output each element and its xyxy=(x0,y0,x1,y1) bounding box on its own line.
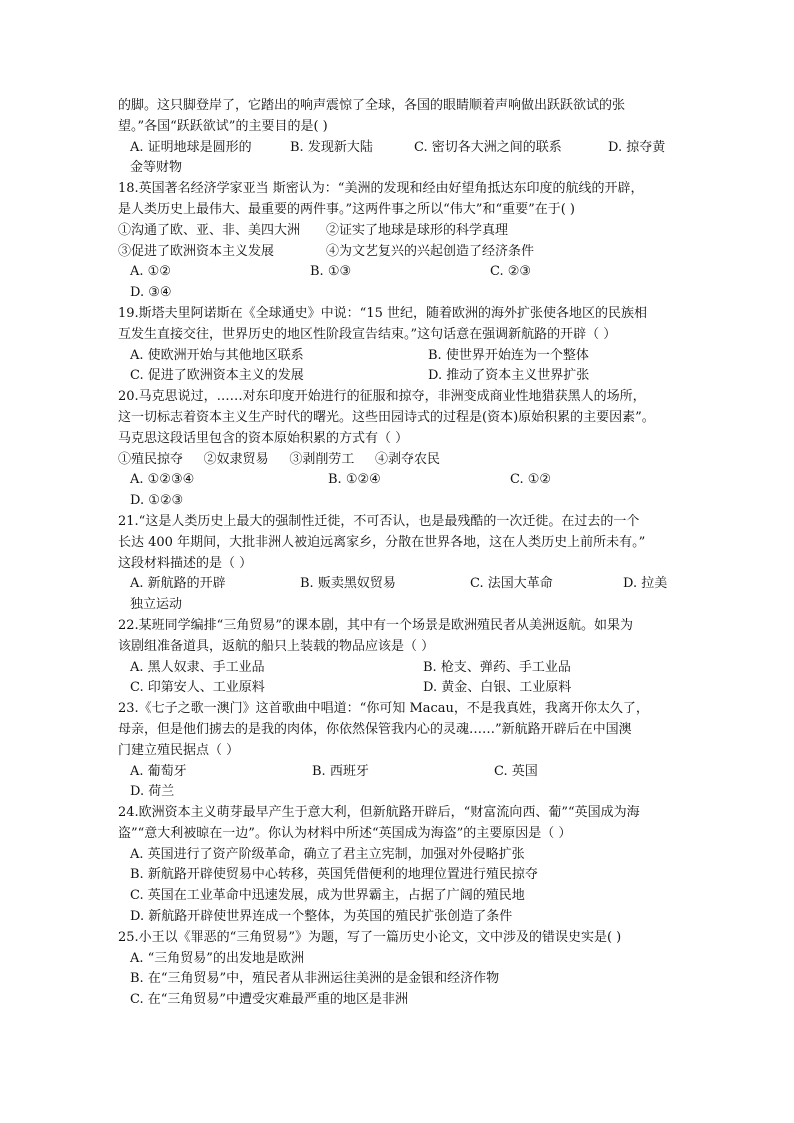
q20-stem-line-3: 马克思这段话里包含的资本原始积累的方式有（ ） xyxy=(118,430,409,446)
q23-option-b: B. 西班牙 xyxy=(312,763,369,779)
q18-option-c: C. ②③ xyxy=(490,264,532,280)
q18-option-a: A. ①② xyxy=(130,264,171,280)
q22-option-c: C. 印第安人、工业原料 xyxy=(130,680,265,696)
q23-option-d: D. 荷兰 xyxy=(130,784,175,800)
q17-option-c: C. 密切各大洲之间的联系 xyxy=(414,139,562,155)
q24-stem-line-1: 24.欧洲资本主义萌芽最早产生于意大利，但新航路开辟后，“财富流向西、葡”“英国成为海 xyxy=(118,805,640,821)
q20-options xyxy=(118,470,678,491)
q21-option-d-cont: 独立运动 xyxy=(130,597,183,613)
q25-option-c: C. 在“三角贸易”中遭受灾难最严重的地区是非洲 xyxy=(130,992,409,1008)
q18-item-4: ④为文艺复兴的兴起创造了经济条件 xyxy=(326,243,535,259)
q22-option-d: D. 黄金、白银、工业原料 xyxy=(423,680,572,696)
q25-option-a: A. “三角贸易”的出发地是欧洲 xyxy=(130,950,304,966)
q18-item-1: ①沟通了欧、亚、非、美四大洲 xyxy=(118,222,301,238)
q17-option-b: B. 发现新大陆 xyxy=(290,139,373,155)
q18-item-3: ③促进了欧洲资本主义发展 xyxy=(118,243,275,259)
q23-stem-line-1: 23.《七子之歌一澳门》这首歌曲中唱道：“你可知 Macau，不是我真姓，我离开你太久了， xyxy=(118,701,649,717)
q25-option-b: B. 在“三角贸易”中，殖民者从非洲运往美洲的是金银和经济作物 xyxy=(130,971,500,987)
q22-option-a: A. 黑人奴隶、手工业品 xyxy=(130,659,265,675)
q20-option-c: C. ①② xyxy=(510,472,552,488)
q23-option-c: C. 英国 xyxy=(494,763,538,779)
q23-stem-line-2: 母亲，但是他们掳去的是我的肉体，你依然保管我内心的灵魂……”新航路开辟后在中国澳 xyxy=(118,721,632,737)
q21-stem-line-2: 长达 400 年期间，大批非洲人被迫远离家乡，分散在世界各地，这在人类历史上前所未有。” xyxy=(118,534,646,550)
q18-options xyxy=(118,262,678,283)
q21-option-d: D. 拉美 xyxy=(623,576,668,592)
q19-options-row-2 xyxy=(118,366,678,387)
q23-option-a: A. 葡萄牙 xyxy=(130,763,187,779)
q17-options xyxy=(118,138,678,159)
q17-stem-line-2: 望。”各国“跃跃欲试”的主要目的是( ) xyxy=(118,118,328,134)
q18-stem-line-1: 18.英国著名经济学家亚当 斯密认为：“美洲的发现和经由好望角抵达东印度的航线的开辟， xyxy=(118,181,644,197)
q19-options-row-1 xyxy=(118,346,678,367)
q17-option-a: A. 证明地球是圆形的 xyxy=(130,139,252,155)
q23-options xyxy=(118,762,678,783)
q25-stem-line-1: 25.小王以《罪恶的“三角贸易”》为题，写了一篇历史小论文，文中涉及的错误史实是( ) xyxy=(118,929,622,945)
q18-option-b: B. ①③ xyxy=(310,264,352,280)
q18-item-2: ②证实了地球是球形的科学真理 xyxy=(326,222,509,238)
q22-stem-line-1: 22.某班同学编排“三角贸易”的课本剧，其中有一个场景是欧洲殖民者从美洲返航。如果为 xyxy=(118,617,633,633)
q18-option-d: D. ③④ xyxy=(130,285,172,301)
q20-option-b: B. ①②④ xyxy=(328,472,381,488)
q21-options xyxy=(118,574,678,595)
q19-option-c: C. 促进了欧洲资本主义的发展 xyxy=(130,368,304,384)
q24-option-c: C. 英国在工业革命中迅速发展，成为世界霸主，占据了广阔的殖民地 xyxy=(130,888,525,904)
q17-option-d: D. 掠夺黄 xyxy=(608,139,666,155)
q18-stem-line-2: 是人类历史上最伟大、最重要的两件事。”这两件事之所以“伟大”和“重要”在于( ) xyxy=(118,201,576,217)
exam-page xyxy=(118,96,678,1011)
q21-stem-line-1: 21.“这是人类历史上最大的强制性迁徙，不可否认，也是最残酷的一次迁徙。在过去的一个 xyxy=(118,513,640,529)
q17-stem-line-1: 的脚。这只脚登岸了，它踏出的响声震惊了全球，各国的眼睛顺着声响做出跃跃欲试的张 xyxy=(118,98,626,113)
q21-option-c: C. 法国大革命 xyxy=(470,576,553,592)
q20-stem-line-2: 这一切标志着资本主义生产时代的曙光。这些田园诗式的过程是(资本)原始积累的主要因素”。 xyxy=(118,409,655,425)
q22-options-row-2 xyxy=(118,678,678,699)
q19-stem-line-2: 互发生直接交往，世界历史的地区性阶段宣告结束。”这句话意在强调新航路的开辟（ ） xyxy=(118,326,617,342)
q24-option-b: B. 新航路开辟使贸易中心转移，英国凭借便利的地理位置进行殖民掠夺 xyxy=(130,867,538,883)
q23-stem-line-3: 门建立殖民据点（ ） xyxy=(118,742,240,758)
q20-items: ①殖民掠夺 ②奴隶贸易 ③剥削劳工 ④剥夺农民 xyxy=(118,451,440,467)
q24-stem-line-2: 盗”“意大利被晾在一边”。你认为材料中所述“英国成为海盗”的主要原因是（ ） xyxy=(118,825,572,841)
q24-option-a: A. 英国进行了资产阶级革命，确立了君主立宪制，加强对外侵略扩张 xyxy=(130,846,525,862)
q18-items-row-2 xyxy=(118,242,678,263)
q19-option-a: A. 使欧洲开始与其他地区联系 xyxy=(130,347,304,363)
q22-option-b: B. 枪支、弹药、手工业品 xyxy=(423,659,571,675)
q17-option-d-cont: 金等财物 xyxy=(130,160,183,176)
q19-option-d: D. 推动了资本主义世界扩张 xyxy=(428,368,590,384)
q19-option-b: B. 使世界开始连为一个整体 xyxy=(428,347,589,363)
q21-option-b: B. 贩卖黑奴贸易 xyxy=(300,576,396,592)
q20-option-a: A. ①②③④ xyxy=(130,472,195,488)
q20-option-d: D. ①②③ xyxy=(130,493,184,509)
q24-option-d: D. 新航路开辟使世界连成一个整体，为英国的殖民扩张创造了条件 xyxy=(130,909,513,925)
q18-items-row-1 xyxy=(118,221,678,242)
q22-stem-line-2: 该剧组准备道具，返航的船只上装载的物品应该是（ ） xyxy=(118,638,435,654)
q20-stem-line-1: 20.马克思说过，……对东印度开始进行的征服和掠夺，非洲变成商业性地猎获黑人的场所， xyxy=(118,389,646,405)
q21-option-a: A. 新航路的开辟 xyxy=(130,576,226,592)
q22-options-row-1 xyxy=(118,658,678,679)
q21-stem-line-3: 这段材料描述的是（ ） xyxy=(118,555,253,571)
q19-stem-line-1: 19.斯塔夫里阿诺斯在《全球通史》中说：“15 世纪，随着欧洲的海外扩张使各地区的民族相 xyxy=(118,305,647,321)
